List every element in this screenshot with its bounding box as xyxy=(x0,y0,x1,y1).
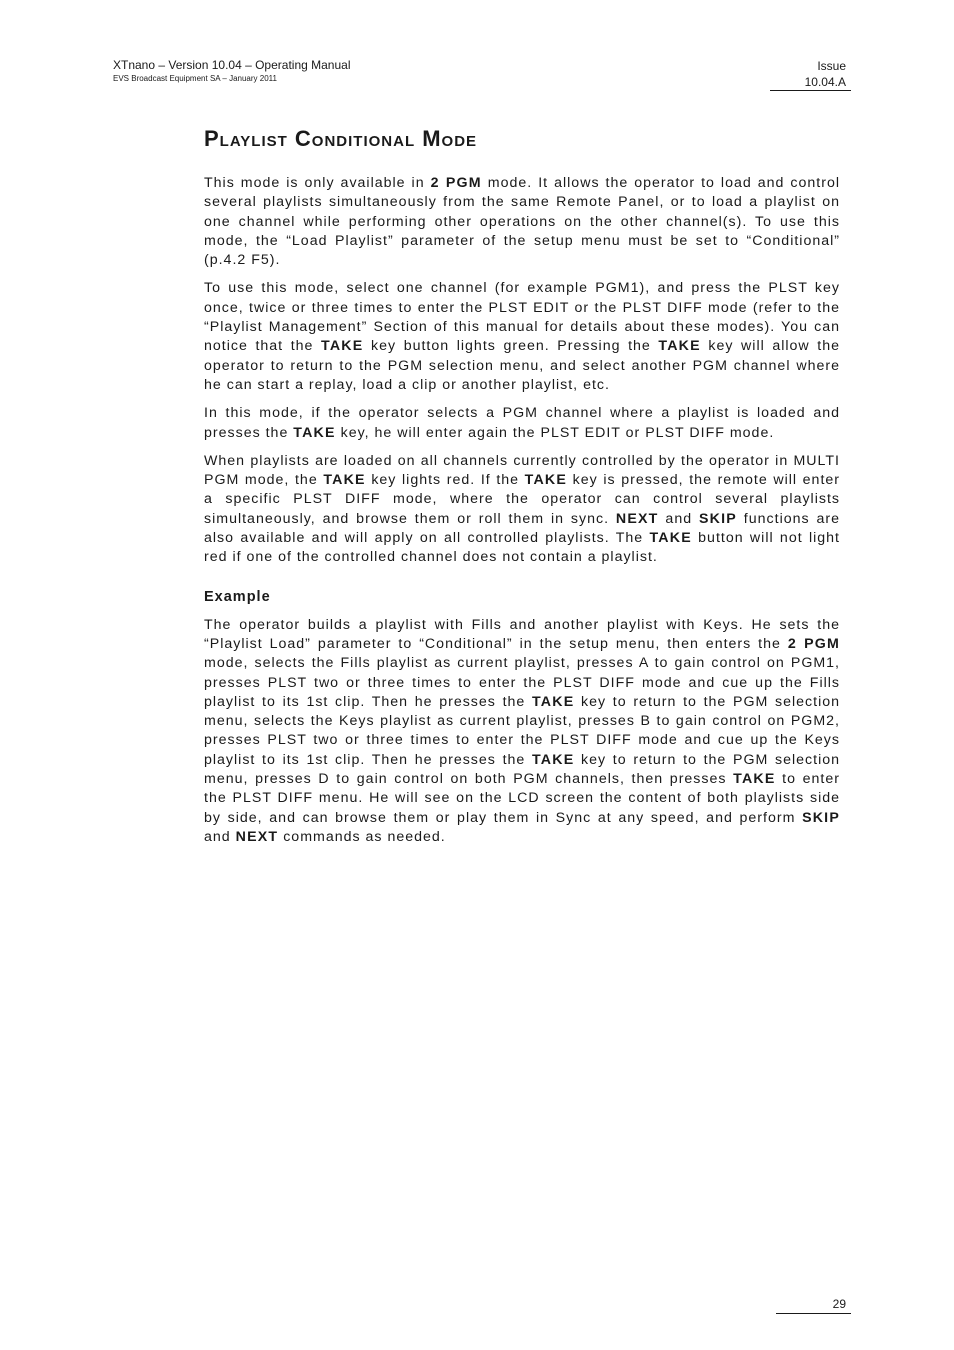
body-paragraph: When playlists are loaded on all channels currently controlled by the operator in MULTI PGM mode, the TAKE key lights red. If the TAKE key is pressed, the remote will enter a specific PLST DIFF mode, where the operator can control several playlists simultaneously, and browse them or roll them in sync. NEXT and SKIP functions are also available and will apply on all controlled playlists. The TAKE button will not light red if one of the controlled channel does not contain a playlist. xyxy=(204,452,841,566)
bold-keyword: TAKE xyxy=(321,338,364,355)
bold-keyword: TAKE xyxy=(649,530,692,547)
bold-keyword: NEXT xyxy=(615,510,659,527)
document-publisher: EVS Broadcast Equipment SA – January 2011 xyxy=(113,74,277,83)
page-number: 29 xyxy=(832,1297,846,1311)
bold-keyword: TAKE xyxy=(531,751,575,768)
issue-label: Issue xyxy=(817,59,846,73)
page-body xyxy=(204,126,840,856)
issue-number: 10.04.A xyxy=(770,74,851,91)
bold-keyword: TAKE xyxy=(293,424,336,441)
body-paragraph: In this mode, if the operator selects a PGM channel where a playlist is loaded and presses the TAKE key, he will enter again the PLST EDIT or PLST DIFF mode. xyxy=(204,405,840,441)
bold-keyword: NEXT xyxy=(235,828,279,845)
issue-block xyxy=(770,58,851,91)
bold-keyword: TAKE xyxy=(323,472,366,489)
page-header xyxy=(113,58,351,84)
body-paragraph: To use this mode, select one channel (for example PGM1), and press the PLST key once, twice or three times to enter the PLST EDIT or the PLST DIFF mode (refer to the “Playlist Management” Section of this manual for details about these modes). You can notice that the TAKE key button lights green. Pressing the TAKE key will allow the operator to return to the PGM selection menu, and select another PGM channel where he can start a replay, load a clip or another playlist, etc. xyxy=(204,280,841,393)
bold-keyword: TAKE xyxy=(733,771,776,788)
bold-keyword: SKIP xyxy=(802,809,840,826)
section-title: Playlist Conditional Mode xyxy=(204,126,478,151)
bold-keyword: 2 PGM xyxy=(430,175,482,191)
bold-keyword: TAKE xyxy=(658,338,701,355)
example-heading: Example xyxy=(204,588,271,605)
page-footer xyxy=(776,1295,851,1314)
body-paragraph: This mode is only available in 2 PGM mode. It allows the operator to load and control several playlists simultaneously from the same Remote Panel, or to load a playlist on one channel while performing other operations on the other channel(s). To use this mode, the “Load Playlist” parameter of the setup menu must be set to “Conditional” (p.4.2 F5). xyxy=(204,175,840,269)
bold-keyword: 2 PGM xyxy=(787,635,840,652)
bold-keyword: TAKE xyxy=(524,472,568,489)
bold-keyword: TAKE xyxy=(531,693,575,710)
bold-keyword: SKIP xyxy=(699,510,737,527)
example-paragraph: The operator builds a playlist with Fills and another playlist with Keys. He sets the “Playlist Load” parameter to “Conditional” in the setup menu, then enters the 2 PGM mode, selects the Fills playlist as current playlist, presses A to gain control on PGM1, presses PLST two or three times to enter the PLST DIFF mode and cue up the Fills playlist to its 1st clip. Then he presses the TAKE key to return to the PGM selection menu, selects the Keys playlist as current playlist, presses B to gain control on PGM2, presses PLST two or three times to enter the PLST DIFF mode and cue up the Keys playlist to its 1st clip. Then he presses the TAKE key to return to the PGM selection menu, presses D to gain control on both PGM channels, then presses TAKE to enter the PLST DIFF menu. He will see on the LCD screen the content of both playlists side by side, and can browse them or play them in Sync at any speed, and perform SKIP and NEXT commands as needed. xyxy=(204,616,840,845)
document-title: XTnano – Version 10.04 – Operating Manual xyxy=(113,58,351,72)
